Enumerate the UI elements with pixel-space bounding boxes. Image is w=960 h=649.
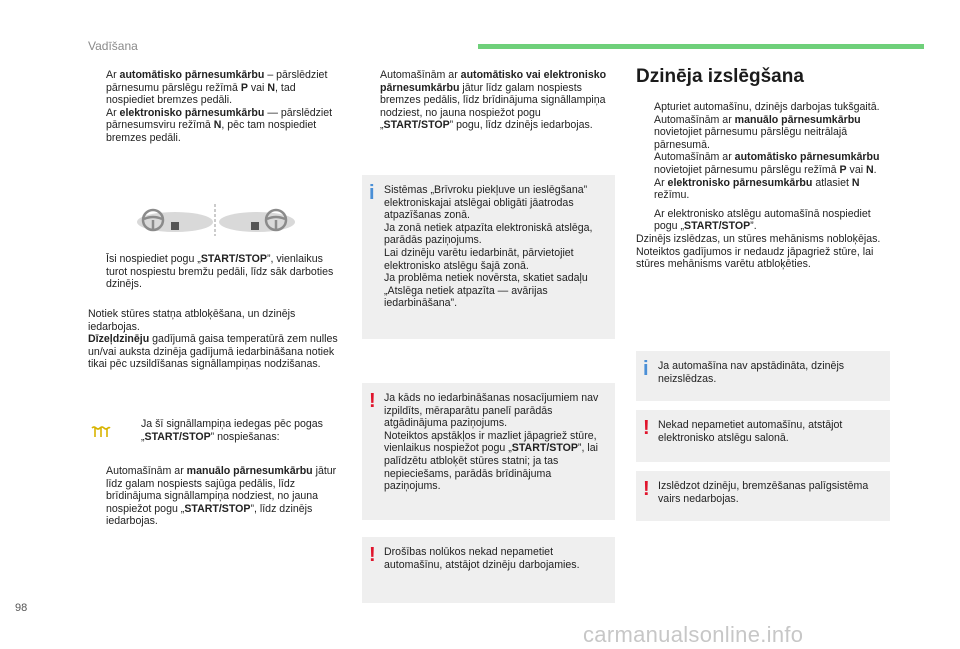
- info-box: [362, 175, 615, 339]
- key-icon: [251, 222, 259, 230]
- page-title: Dzinēja izslēgšana: [636, 66, 804, 87]
- col2-step: [362, 69, 614, 132]
- brake-pedal-icon: [171, 222, 179, 230]
- list-item: Automašīnām ar automātisko pārnesumkārbu novietojiet pārnesumu pārslēgu režīmā P vai N.: [654, 151, 880, 176]
- col3-steps: [636, 101, 890, 271]
- warning-box: [362, 383, 615, 520]
- watermark: carmanualsonline.info: [583, 622, 804, 647]
- list-item: Automašīnām ar automātisko vai elektronisko pārnesumkārbu jātur līdz galam nospiests bremzes pedālis, līdz brīdinājuma signāllampiņa nodziest, no jauna nospiežot pogu „START/STOP” pogu, līdz dzinējs iedarbojas.: [380, 69, 607, 132]
- section-accent-bar: [478, 44, 924, 49]
- col1-step-manual: [88, 465, 343, 528]
- glow-plug-warning-icon: [91, 425, 111, 439]
- paragraph: Dzinējs izslēdzas, un stūres mehānisms nobloķējas. Noteiktos gadījumos ir nedaudz jāpagriež stūre, lai stūres mehānisms varētu atbloķēties.: [636, 232, 881, 271]
- warning-text: Ja kāds no iedarbināšanas nosacījumiem nav izpildīts, mēraparātu panelī parādās atgādinājuma paziņojums. Noteiktos apstākļos ir mazliet jāpagriež stūre, vienlaikus nospiežot pogu „START/STOP”, lai palīdzētu atbloķēt stūres statni; ja tas nepieciešams, parādās brīdinājuma paziņojums.: [384, 392, 599, 493]
- page-number: 98: [15, 602, 28, 614]
- warning-icon: !: [369, 544, 376, 566]
- list-item: Apturiet automašīnu, dzinējs darbojas tukšgaitā.: [654, 101, 880, 113]
- list-item: Ar automātisko pārnesumkārbu – pārslēdziet pārnesumu pārslēgu režīmā P vai N, tad nospiediet bremzes pedāli.: [106, 69, 328, 107]
- col1-steps-top: [88, 69, 343, 145]
- warning-icon: !: [643, 417, 650, 439]
- warning-icon: !: [369, 390, 376, 412]
- paragraph: Notiek stūres statņa atbloķēšana, un dzinējs iedarbojas.: [88, 308, 296, 333]
- list-item: Ar elektronisko atslēgu automašīnā nospiediet pogu „START/STOP”.: [654, 207, 871, 233]
- info-icon: i: [369, 182, 375, 204]
- warning-box: [636, 471, 890, 521]
- list-item: Īsi nospiediet pogu „START/STOP”, vienlaikus turot nospiestu bremžu pedāli, līdz sāk darboties dzinējs.: [106, 253, 334, 291]
- warning-icon: !: [643, 478, 650, 500]
- list-item: Automašīnām ar manuālo pārnesumkārbu novietojiet pārnesumu pārslēgu neitrālajā pārnesumā.: [654, 113, 861, 151]
- warning-box: [636, 410, 890, 462]
- paragraph: Dīzeļdzinēju gadījumā gaisa temperatūrā zem nulles un/vai auksta dzinēja gadījumā iedarbināšana notiek tikai pēc uzsildīšanas signāllampiņas nodzišanas.: [88, 333, 338, 371]
- warning-text: Nekad nepametiet automašīnu, atstājot elektronisko atslēgu salonā.: [658, 419, 843, 444]
- section-title: Vadīšana: [88, 39, 138, 53]
- col1-step-start: [88, 253, 343, 291]
- list-item: Ar elektronisko pārnesumkārbu atlasiet N režīmu.: [654, 176, 860, 202]
- info-text: Ja automašīna nav apstādināta, dzinējs neizslēdzas.: [658, 360, 845, 385]
- list-item: Ar elektronisko pārnesumkārbu — pārslēdziet pārnesumsviru režīmā N, pēc tam nospiediet bremzes pedāli.: [106, 106, 333, 144]
- info-text: Sistēmas „Brīvroku piekļuve un ieslēgšana” elektroniskajai atslēgai obligāti jāatrodas atpazīšanas zonā. Ja zonā netiek atpazīta elektroniskā atslēga, parādās paziņojums. Lai dzinēju varētu iedarbināt, pārvietojiet elektronisko atslēgu šajā zonā. Ja problēma netiek novērsta, skatiet sadaļu „Atslēga netiek atpazīta — avārijas iedarbināšana”.: [384, 184, 593, 310]
- lamp-note: Ja šī signāllampiņa iedegas pēc pogas „START/STOP” nospiešanas:: [141, 418, 323, 443]
- col1-paragraphs: [88, 308, 343, 371]
- warning-text: Drošības nolūkos nekad nepametiet automašīnu, atstājot dzinēju darbojamies.: [384, 546, 580, 571]
- warning-box: [362, 537, 615, 603]
- info-box: [636, 351, 890, 401]
- warning-text: Izslēdzot dzinēju, bremzēšanas palīgsistēma vairs nedarbojas.: [658, 480, 869, 505]
- list-item: Automašīnām ar manuālo pārnesumkārbu jātur līdz galam nospiests sajūga pedālis, līdz brīdinājuma signāllampiņa nodziest, no jauna nospiežot pogu „START/STOP”, līdz dzinējs iedarbojas.: [106, 465, 337, 528]
- info-icon: i: [643, 358, 649, 380]
- start-illustration: [135, 200, 295, 240]
